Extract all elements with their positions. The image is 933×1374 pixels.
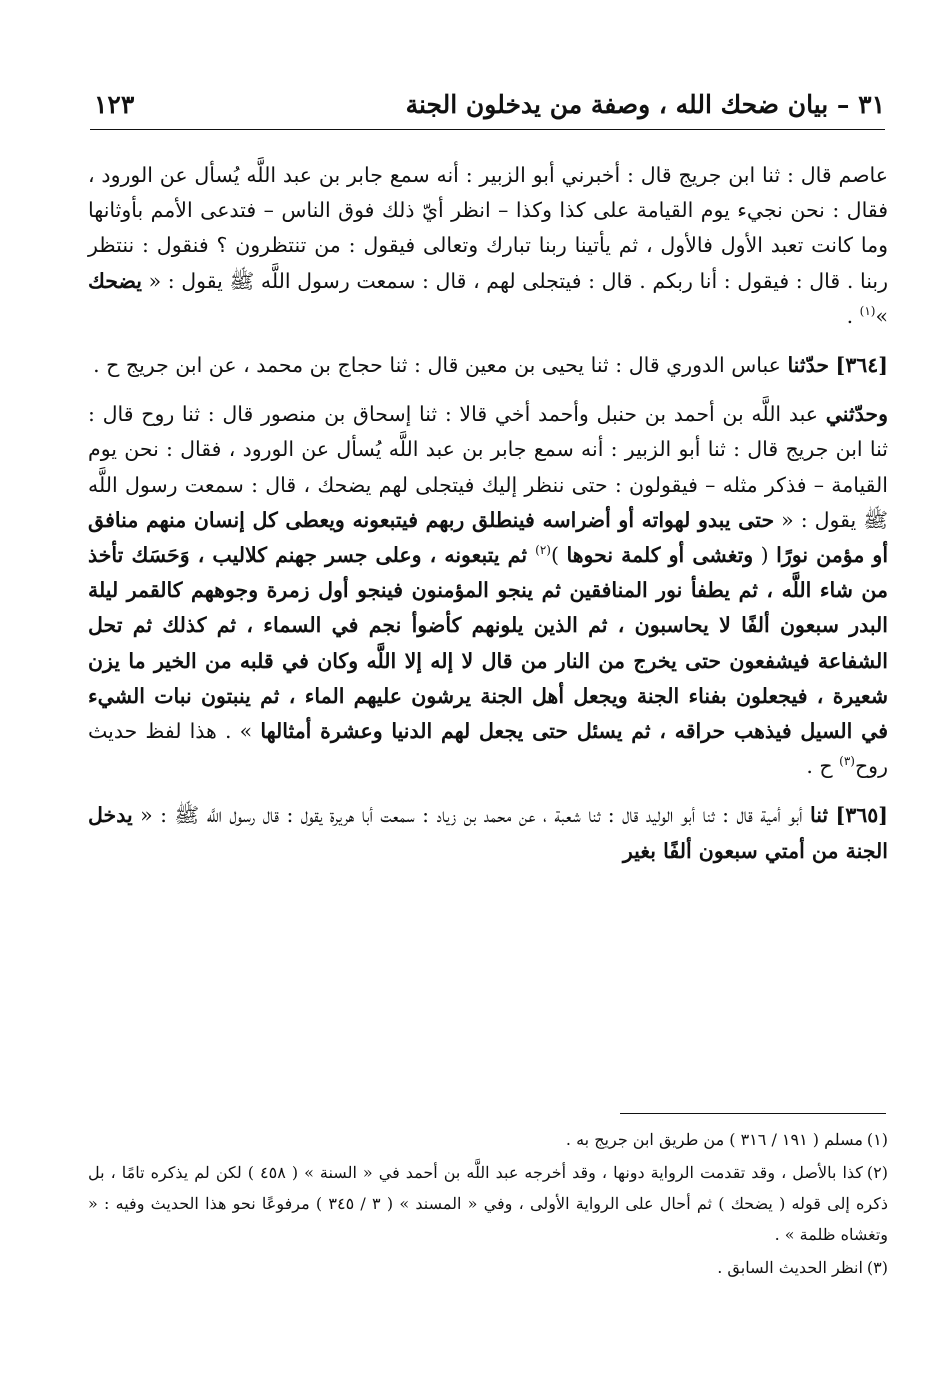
hadith-number: [٣٦٤]	[835, 353, 888, 378]
footnote-mark: (١)	[866, 1130, 888, 1149]
hadith-number: [٣٦٥]	[835, 803, 888, 828]
hadith-365	[88, 798, 888, 868]
bold-phrase: حتى يبدو لهواته أو أضراسه فينطلق ربهم فيتبعونه ويعطى كل إنسان منهم منافق أو مؤمن نورًا	[88, 507, 889, 568]
footnote-2	[88, 1157, 888, 1250]
chapter-title: ٣١ – بيان ضحك الله ، وصفة من يدخلون الجنة	[405, 90, 885, 119]
bold-phrase: يضحك	[88, 268, 142, 293]
footnote-text: مسلم ( ١٩١ / ٣١٦ ) من طريق ابن جريج به .	[565, 1130, 863, 1149]
paragraph-text: » . هذا لفظ حديث روح	[88, 719, 888, 779]
paragraph-text: )	[550, 543, 567, 568]
footnote-3	[88, 1252, 888, 1283]
bold-phrase: وتغشى أو كلمة نحوها	[566, 543, 754, 568]
hadith-opener: وحدّثني	[825, 402, 888, 427]
hadith-364-second-chain	[88, 397, 888, 784]
footnote-mark: (٢)	[866, 1163, 888, 1182]
paragraph-continuation	[88, 158, 888, 334]
header-rule	[90, 129, 885, 130]
footnote-ref: (٢)	[535, 543, 551, 558]
paragraph-text: أبو أمية قال : ثنا أبو الوليد قال : ثنا شعبة ، عن محمد بن زياد : سمعت أبا هريرة يقول : قال رسول اللَّه ﷺ : «	[132, 803, 810, 828]
footnote-1	[88, 1124, 888, 1155]
footnote-text: انظر الحديث السابق .	[717, 1258, 863, 1277]
main-text	[88, 158, 888, 883]
hadith-opener: ثنا	[809, 803, 829, 828]
footnotes	[88, 1124, 888, 1285]
footnote-mark: (٣)	[866, 1258, 888, 1277]
paragraph-end: .	[846, 303, 860, 328]
quote-close: »	[875, 303, 888, 328]
paragraph-text: عباس الدوري قال : ثنا يحيى بن معين قال : ثنا حجاج بن محمد ، عن ابن جريج ح .	[93, 353, 788, 378]
paragraph-text: عبد اللَّه بن أحمد بن حنبل وأحمد أخي قالا : ثنا إسحاق بن منصور قال : ثنا روح قال : ثنا ابن جريج قال : ثنا أبو الزبير : أنه سمع جابر بن عبد اللَّه يُسأل عن الورود ، فقال : نحن يوم القيامة – فذكر مثله – فيقولون : حتى ننظر إليك فيتجلى لهم يضحك ، قال : سمعت رسول اللَّه ﷺ يقول : «	[88, 402, 888, 532]
footnote-ref: (٣)	[839, 754, 855, 769]
hadith-364	[88, 348, 888, 383]
footnote-text: كذا بالأصل ، وقد تقدمت الرواية دونها ، وقد أخرجه عبد اللَّه بن أحمد في « السنة » ( ٤٥٨ ) لكن لم يذكره تامًا ، بل ذكره إلى قوله ( يضحك ) ثم أحال على الرواية الأولى ، وفي « المسند » ( ٣ / ٣٤٥ ) مرفوعًا نحو هذا الحديث وفيه : « وتغشاه ظلمة » .	[88, 1163, 888, 1244]
page-header	[90, 86, 885, 130]
footnote-ref: (١)	[859, 303, 876, 318]
paragraph-end: ح .	[806, 754, 840, 779]
footnote-separator	[620, 1113, 886, 1114]
bold-phrase: ثم يتبعونه ، وعلى جسر جهنم كلاليب ، وَحَسَك تأخذ من شاء اللَّه ، ثم يطفأ نور المنافقين ثم ينجو المؤمنون فينجو أول زمرة وجوههم كالقمر ليلة البدر سبعون ألفًا لا يحاسبون ، ثم الذين يلونهم كأضوأ نجم في السماء ، ثم كذلك ثم تحل الشفاعة فيشفعون حتى يخرج من النار من قال لا إله إلا اللَّه وكان في قلبه من الخير ما يزن شعيرة ، فيجعلون بفناء الجنة ويجعل أهل الجنة يرشون عليهم الماء ، ثم ينبتون نبات الشيء في السيل فيذهب حراقه ، ثم يسئل حتى يجعل لهم الدنيا وعشرة أمثالها	[88, 543, 888, 744]
hadith-opener: حدّثنا	[787, 353, 830, 378]
paragraph-text: (	[753, 543, 777, 568]
page-number: ١٢٣	[94, 90, 135, 119]
bold-phrase: يدخل الجنة من أمتي سبعون ألفًا بغير	[88, 803, 888, 863]
paragraph-text: عاصم قال : ثنا ابن جريج قال : أخبرني أبو الزبير : أنه سمع جابر بن عبد اللَّه يُسأل عن الورود ، فقال : نحن نجيء يوم القيامة على كذا وكذا – انظر أيّ ذلك فوق الناس – فتدعى الأمم بأوثانها وما كانت تعبد الأول فالأول ، ثم يأتينا ربنا تبارك وتعالى فيقول : من تنتظرون ؟ فنقول : ننتظر ربنا . قال : فيقول : أنا ربكم . قال : فيتجلى لهم ، قال : سمعت رسول اللَّه ﷺ يقول : «	[88, 163, 888, 293]
